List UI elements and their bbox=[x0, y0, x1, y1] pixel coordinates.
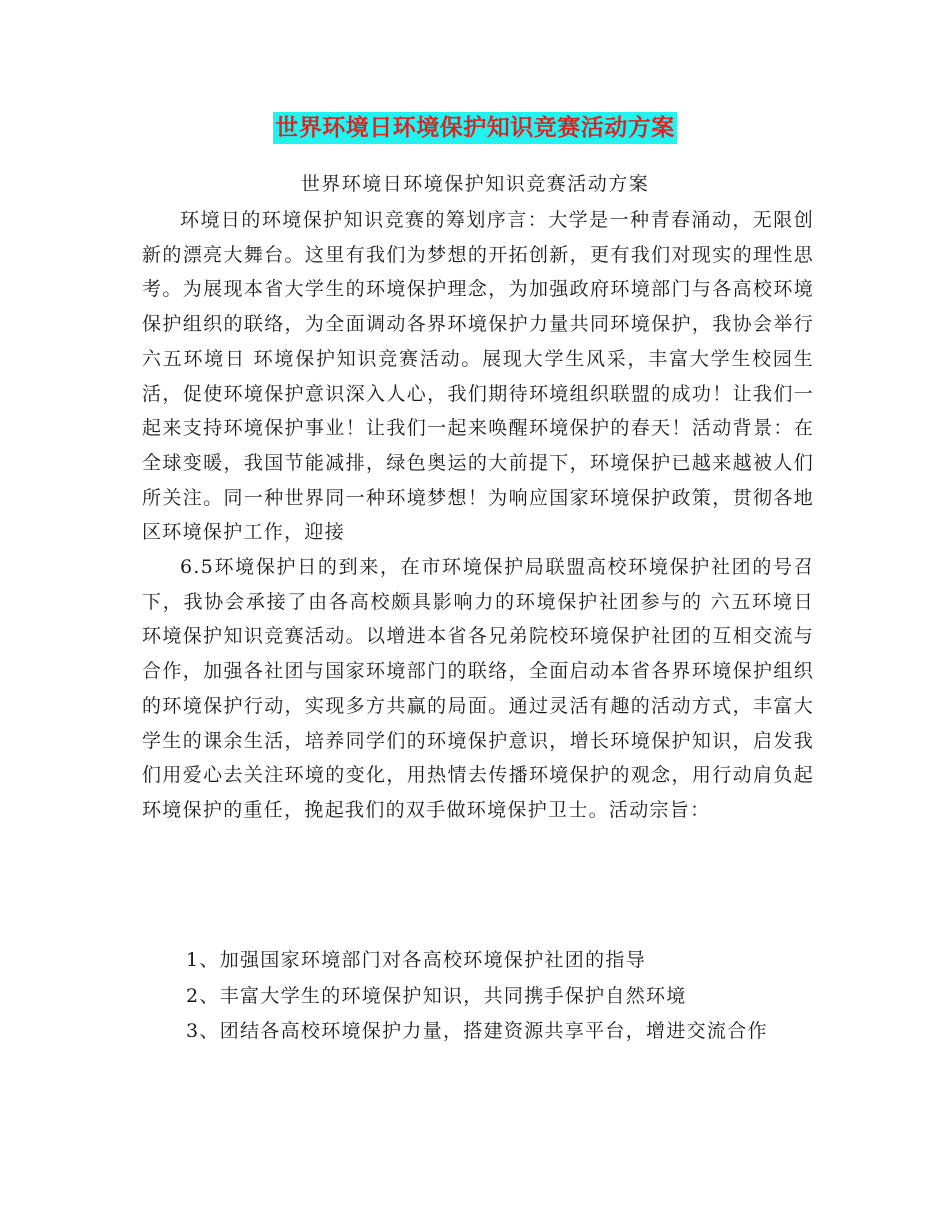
paragraph-preface: 环境日的环境保护知识竞赛的筹划序言：大学是一种青春涌动，无限创新的漂亮大舞台。这里有我们为梦想的开拓创新，更有我们对现实的理性思考。为展现本省大学生的环境保护理念，为加强政府环境部门与各高校环境保护组织的联络，为全面调动各界环境保护力量共同环境保护，我协会举行 六五环境日 环境保护知识竞赛活动。展现大学生风采，丰富大学生校园生活，促使环境保护意识深入人心，我们期待环境组织联盟的成功！让我们一起来支持环境保护事业！让我们一起来唤醒环境保护的春天！活动背景：在全球变暖，我国节能减排，绿色奥运的大前提下，环境保护已越来越被人们所关注。同一种世界同一种环境梦想！为响应国家环境保护政策，贯彻各地区环境保护工作，迎接 bbox=[142, 209, 814, 544]
list-item: 3、团结各高校环境保护力量，搭建资源共享平台，增进交流合作 bbox=[186, 1020, 768, 1042]
aims-list bbox=[142, 943, 814, 1050]
document-subtitle: 世界环境日环境保护知识竞赛活动方案 bbox=[300, 173, 650, 195]
list-item: 1、加强国家环境部门对各高校环境保护社团的指导 bbox=[186, 949, 646, 971]
paragraph-purpose: 6.5环境保护日的到来，在市环境保护局联盟高校环境保护社团的号召下，我协会承接了由各高校颇具影响力的环境保护社团参与的 六五环境日 环境保护知识竞赛活动。以增进本省各兄弟院校环境保护社团的互相交流与合作，加强各社团与国家环境部门的联络，全面启动本省各界环境保护组织的环境保护行动，实现多方共赢的局面。通过灵活有趣的活动方式，丰富大学生的课余生活，培养同学们的环境保护意识，增长环境保护知识，启发我们用爱心去关注环境的变化，用热情去传播环境保护的观念，用行动肩负起环境保护的重任，挽起我们的双手做环境保护卫士。活动宗旨： bbox=[142, 556, 814, 821]
document-title: 世界环境日环境保护知识竞赛活动方案 bbox=[273, 112, 677, 144]
document-body bbox=[142, 203, 814, 828]
list-item: 2、丰富大学生的环境保护知识，共同携手保护自然环境 bbox=[186, 984, 687, 1007]
title-container bbox=[0, 112, 950, 144]
